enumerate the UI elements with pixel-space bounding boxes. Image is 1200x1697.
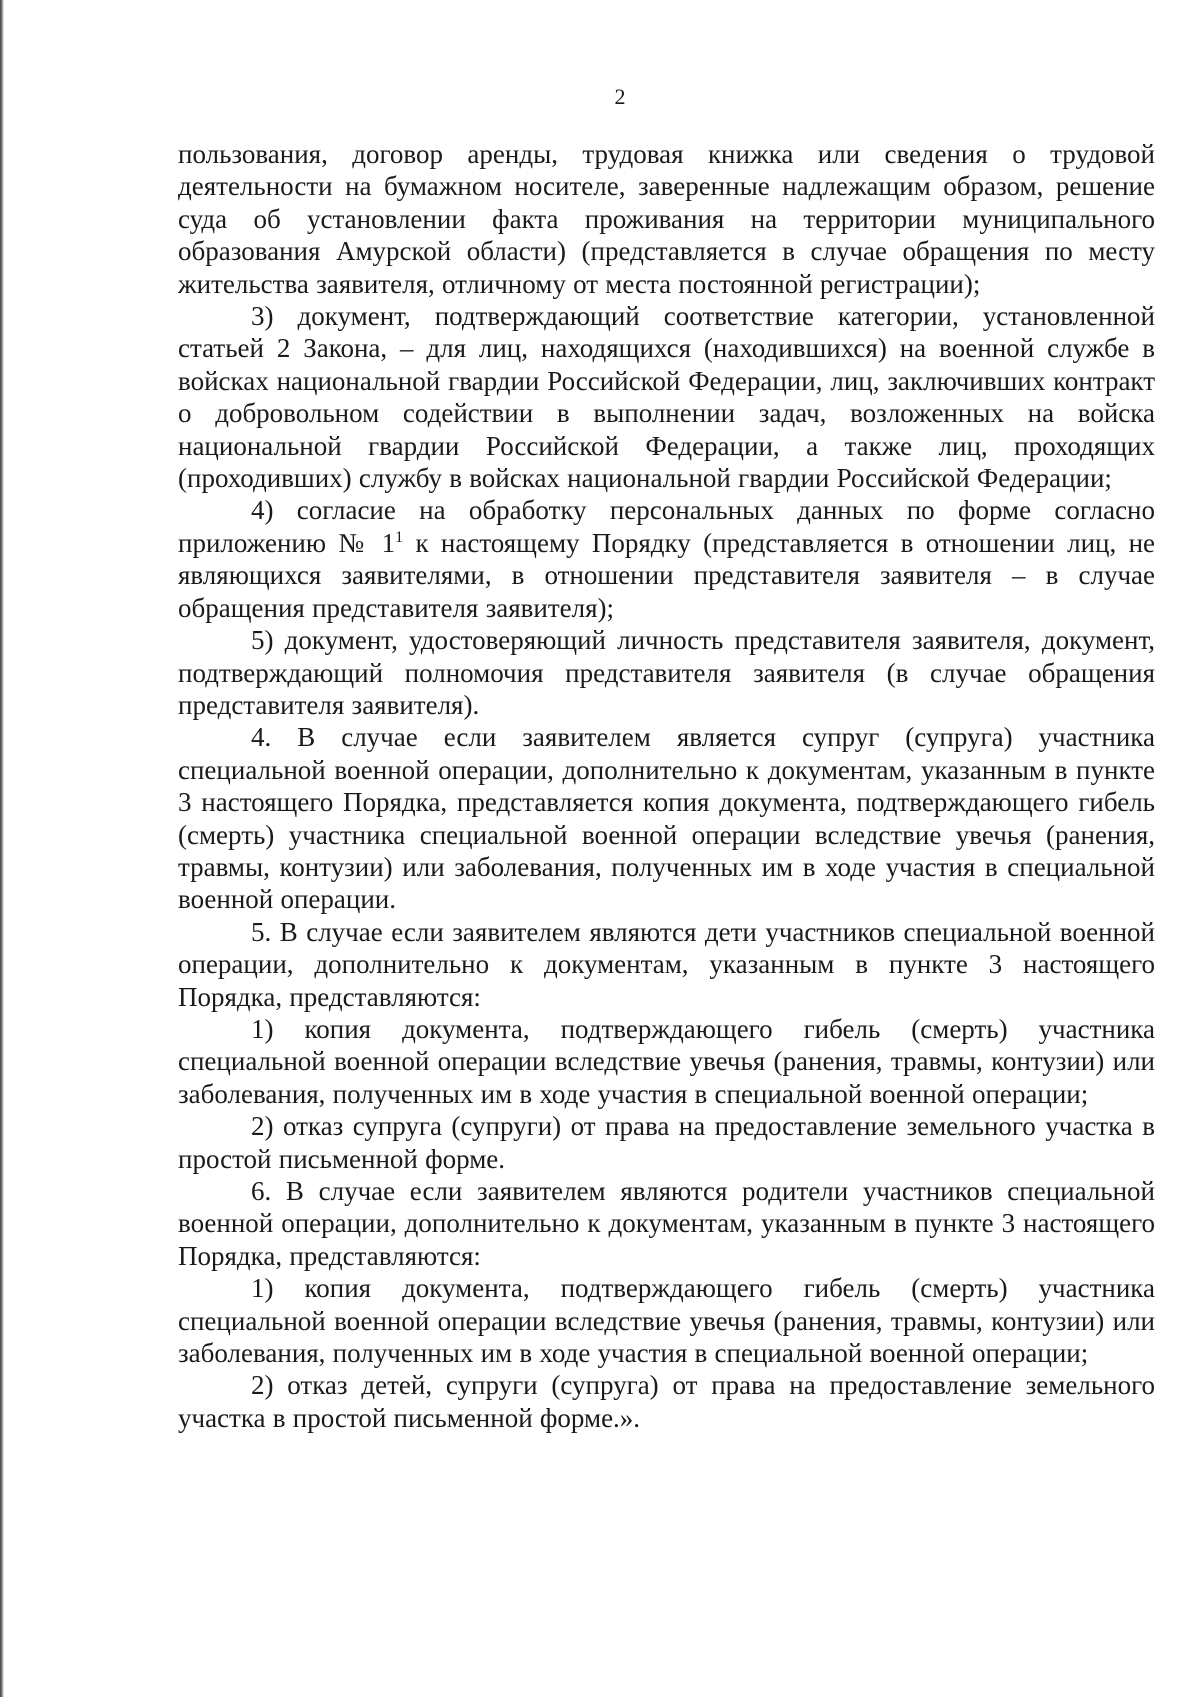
paragraph-clause-6-item-2: 2) отказ детей, супруги (супруга) от права на предоставление земельного участка в простой письменной форме.». xyxy=(178,1370,1155,1433)
paragraph-clause-6-parents: 6. В случае если заявителем являются родители участников специальной военной операции, дополнительно к документам, указанным в пункте 3 настоящего Порядка, представляются: xyxy=(178,1176,1155,1271)
paragraph-clause-5-item-1: 1) копия документа, подтверждающего гибель (смерть) участника специальной военной операции вследствие увечья (ранения, травмы, контузии) или заболевания, полученных им в ходе участия в специальной военной операции; xyxy=(178,1013,1155,1109)
paragraph-item-3-category-document: 3) документ, подтверждающий соответствие категории, установленной статьей 2 Закона, – для лиц, находящихся (находившихся) на военной службе в войсках национальной гвардии Российской Федерации, лиц, заключивших контракт о добровольном содействии в выполнении задач, возложенных на войска национальной гвардии Российской Федерации, а также лиц, проходящих (проходивших) службу в войсках национальной гвардии Российской Федерации; xyxy=(178,301,1155,494)
paragraph-clause-6-item-1: 1) копия документа, подтверждающего гибель (смерть) участника специальной военной операции вследствие увечья (ранения, травмы, контузии) или заболевания, полученных им в ходе участия в специальной военной операции; xyxy=(178,1273,1155,1369)
paragraph-clause-5-item-2: 2) отказ супруга (супруги) от права на предоставление земельного участка в простой письменной форме. xyxy=(178,1111,1155,1174)
paragraph-item-4-consent xyxy=(178,494,1155,624)
paragraph-item-5-representative: 5) документ, удостоверяющий личность представителя заявителя, документ, подтверждающий полномочия представителя заявителя (в случае обращения представителя заявителя). xyxy=(178,625,1155,720)
appendix-superscript: 1 xyxy=(395,528,404,546)
paragraph-clause-5-children: 5. В случае если заявителем являются дети участников специальной военной операции, дополнительно к документам, указанным в пункте 3 настоящего Порядка, представляются: xyxy=(178,916,1155,1012)
consent-text-after: к настоящему Порядку (представляется в отношении лиц, не являющихся заявителями, в отношении представителя заявителя – в случае обращения представителя заявителя); xyxy=(178,527,1155,623)
page-number: 2 xyxy=(614,84,626,109)
scan-edge-shadow xyxy=(0,0,4,1697)
paragraph-clause-4-spouse: 4. В случае если заявителем является супруг (супруга) участника специальной военной операции, дополнительно к документам, указанным в пункте 3 настоящего Порядка, представляется копия документа, подтверждающего гибель (смерть) участника специальной военной операции вследствие увечья (ранения, травмы, контузии) или заболевания, полученных им в ходе участия в специальной военной операции. xyxy=(178,722,1155,915)
paragraph-docs-continuation: пользования, договор аренды, трудовая книжка или сведения о трудовой деятельности на бумажном носителе, заверенные надлежащим образом, решение суда об установлении факта проживания на территории муниципального образования Амурской области) (представляется в случае обращения по месту жительства заявителя, отличному от места постоянной регистрации); xyxy=(178,139,1155,299)
document-body xyxy=(178,138,1155,1434)
consent-text-before: 4) согласие на обработку персональных данных по форме согласно приложению № 1 xyxy=(178,495,1155,558)
